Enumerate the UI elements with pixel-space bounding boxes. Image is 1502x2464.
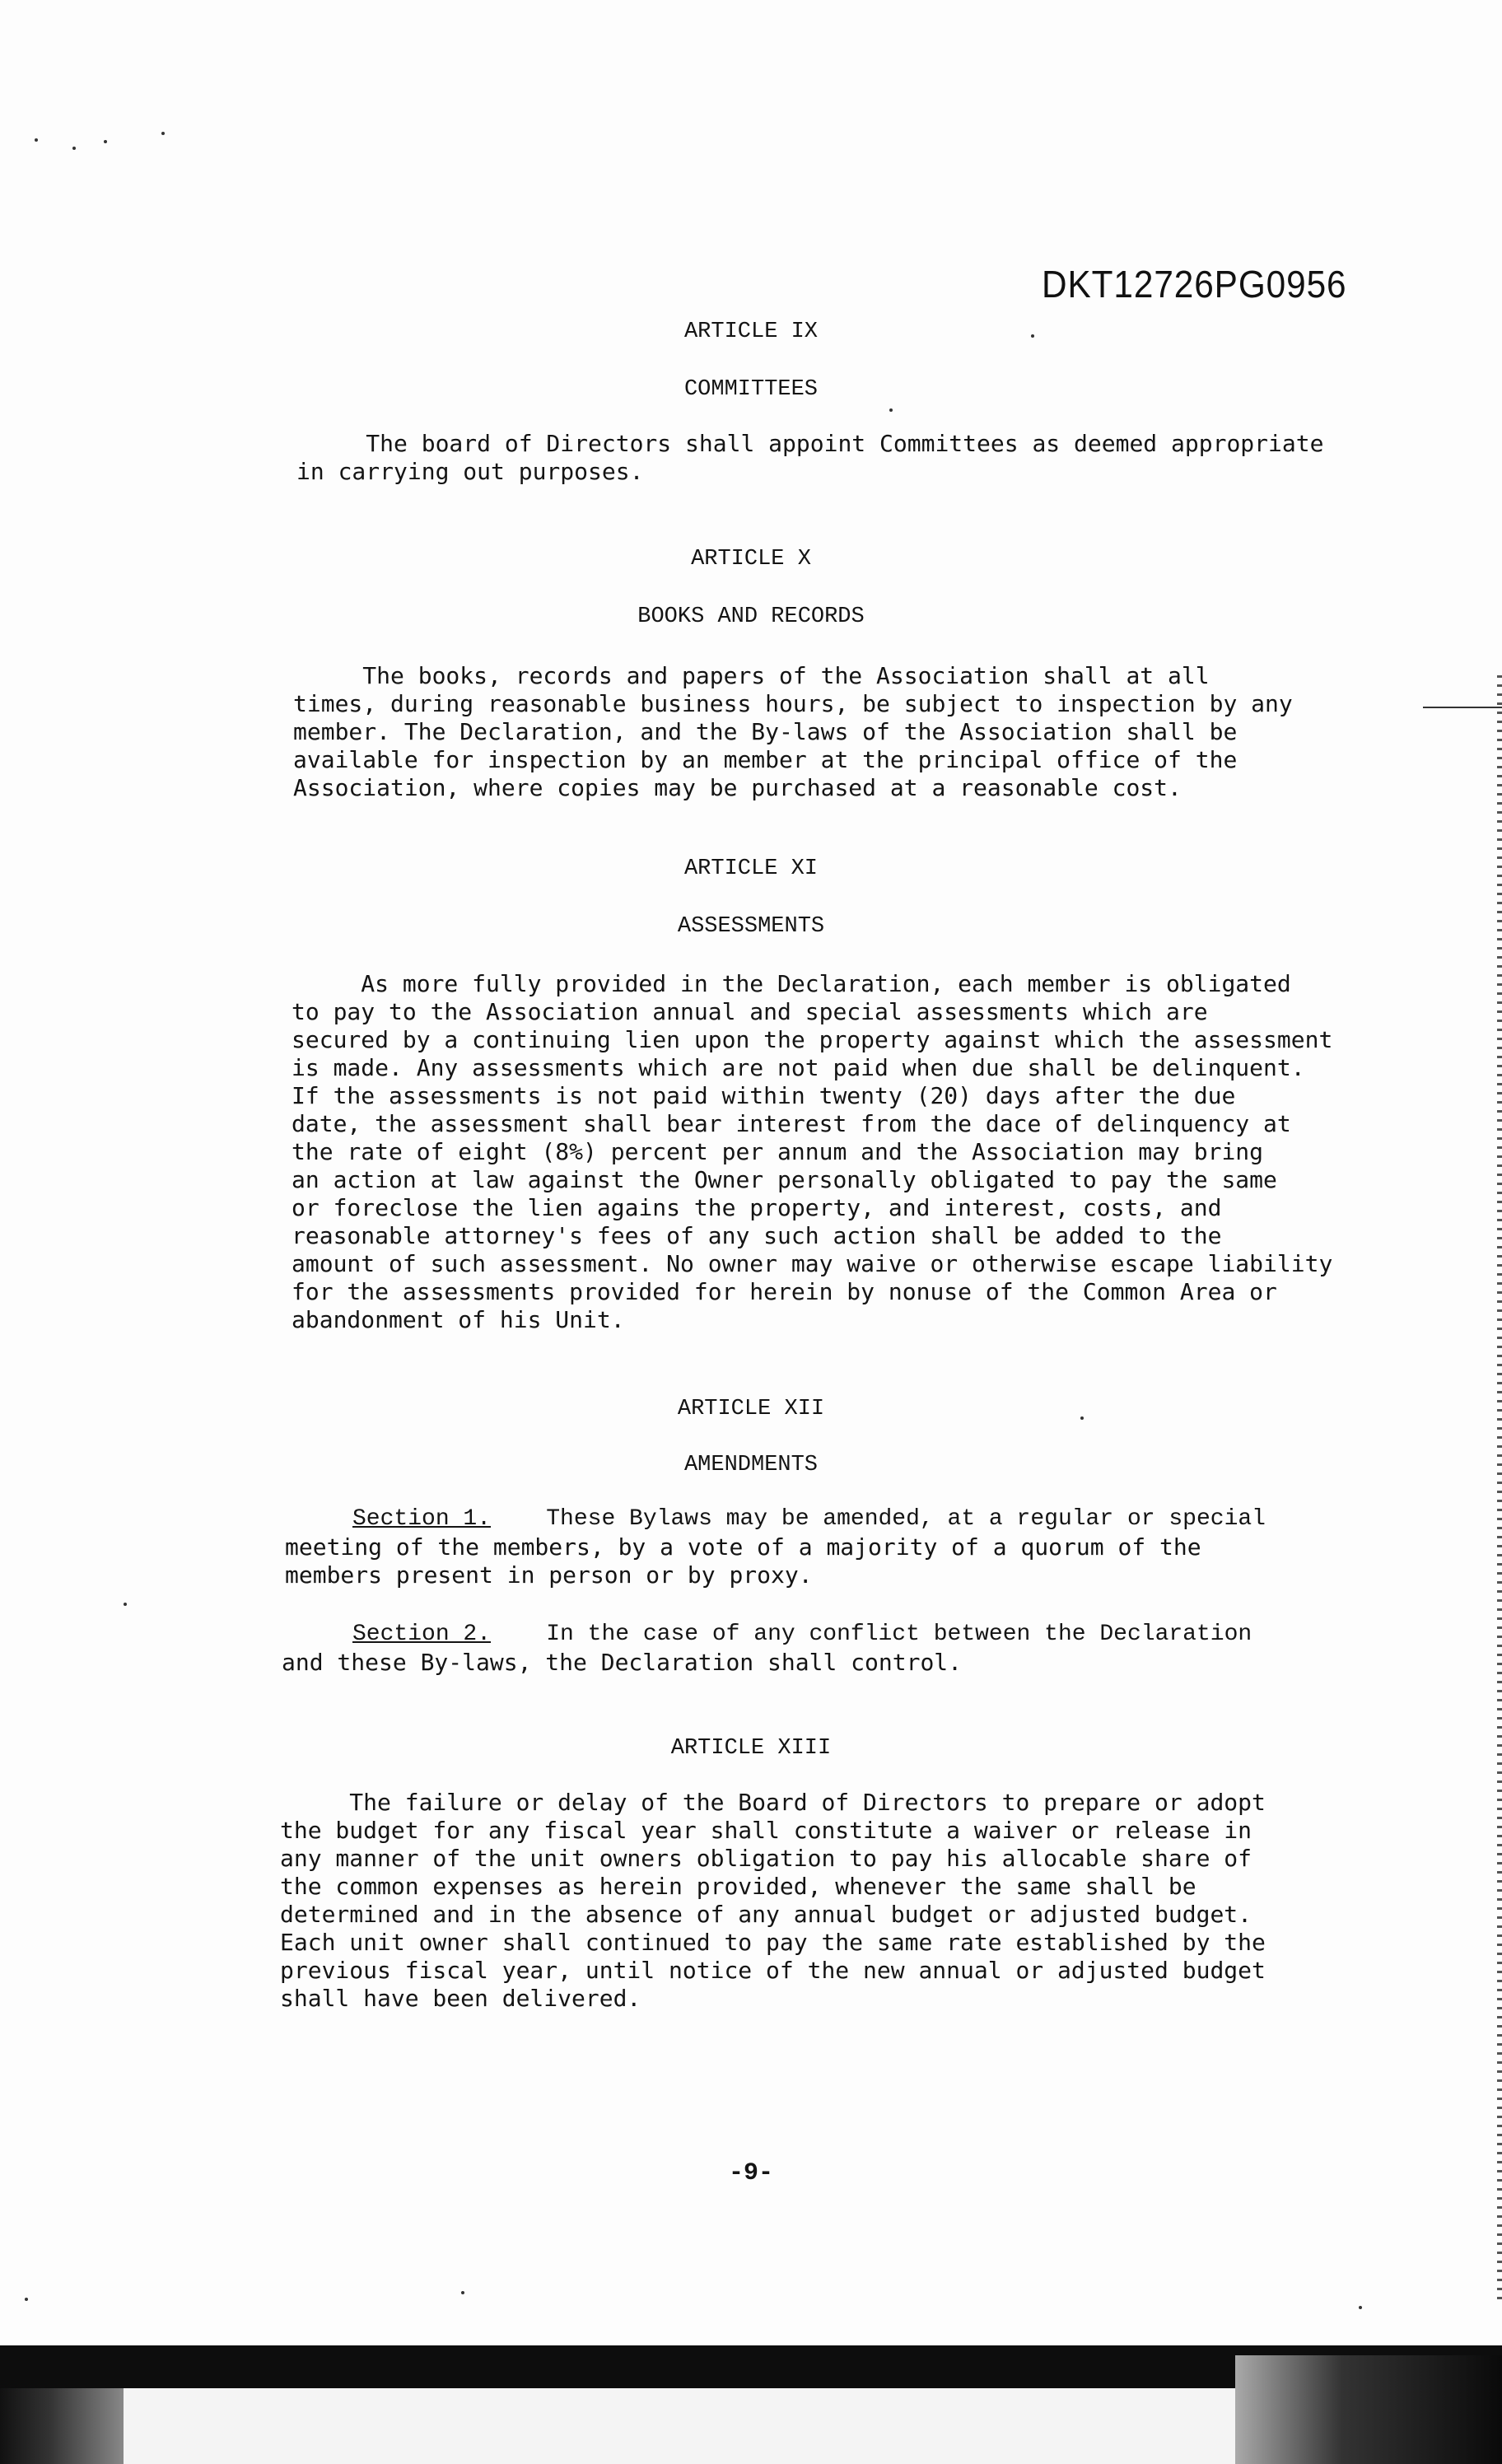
scan-speck — [104, 140, 107, 143]
article-x-subtitle: BOOKS AND RECORDS — [637, 604, 865, 629]
scan-corner-left — [0, 2388, 124, 2464]
scan-speck — [35, 138, 38, 142]
scan-speck — [25, 2298, 28, 2301]
section-1-label: Section 1. — [352, 1506, 492, 1532]
section-1-first-line: These Bylaws may be amended, at a regular or special — [491, 1506, 1266, 1532]
section-2-body: and these By-laws, the Declaration shall control. — [282, 1649, 963, 1676]
scan-speck — [889, 408, 893, 412]
section-1-line — [352, 1505, 1266, 1533]
article-x-body: The books, records and papers of the Association shall at all times, during reasonable business hours, be subject to inspection by any member. The Declaration, and the By-laws of the Association shall be available for inspection by an member at the principal office of the Association, where copies may be purchased at a reasonable cost. — [293, 662, 1293, 801]
scan-speck — [461, 2291, 464, 2294]
scan-speck — [1031, 334, 1034, 338]
article-xi-body: As more fully provided in the Declaration, each member is obligated to pay to the Association annual and special assessments which are secured by a continuing lien upon the property against which the assessment is made. Any assessments which are not paid when due shall be delinquent. If the assessments is not paid within twenty (20) days after the due date, the assessment shall bear interest from the dace of delinquency at the rate of eight (8%) percent per annum and the Association may bring an action at law against the Owner personally obligated to pay the same or foreclose the lien agains the property, and interest, costs, and reasonable attorney's fees of any such action shall be added to the amount of such assessment. No owner may waive or otherwise escape liability for the assessments provided for herein by nonuse of the Common Area or abandonment of his Unit. — [292, 970, 1333, 1333]
section-2-first-line: In the case of any conflict between the Declaration — [491, 1622, 1252, 1647]
scan-edge-right — [1497, 675, 1502, 2306]
scan-bottom-strip — [124, 2388, 1235, 2464]
article-xi-subtitle: ASSESSMENTS — [677, 914, 825, 939]
article-ix-title: ARTICLE IX — [683, 320, 819, 344]
article-ix-body: The board of Directors shall appoint Committees as deemed appropriate in carrying out purposes. — [296, 430, 1324, 485]
article-ix-subtitle: COMMITTEES — [683, 377, 819, 402]
scan-speck — [124, 1603, 127, 1606]
article-xiii-title: ARTICLE XIII — [670, 1736, 832, 1761]
scan-edge-line — [1423, 707, 1502, 708]
article-xi-title: ARTICLE XI — [683, 856, 819, 881]
article-xiii-body: The failure or delay of the Board of Directors to prepare or adopt the budget for any fiscal year shall constitute a waiver or release in any manner of the unit owners obligation to pay his allocable share of the common expenses as herein provided, whenever the same shall be determined and in the absence of any annual budget or adjusted budget. Each unit owner shall continued to pay the same rate established by the previous fiscal year, until notice of the new annual or adjusted budget shall have been delivered. — [280, 1789, 1266, 2012]
scan-speck — [72, 147, 76, 150]
scan-speck — [1359, 2306, 1362, 2309]
docket-stamp: DKT12726PG0956 — [1042, 263, 1347, 306]
page-number: -9- — [728, 2159, 773, 2187]
article-xii-subtitle: AMENDMENTS — [683, 1453, 819, 1477]
section-2-line — [352, 1621, 1252, 1649]
section-2-label: Section 2. — [352, 1622, 492, 1647]
article-x-title: ARTICLE X — [691, 547, 811, 572]
scan-speck — [161, 132, 165, 135]
article-xii-title: ARTICLE XII — [677, 1397, 825, 1421]
scan-speck — [1080, 1416, 1084, 1420]
section-1-body: meeting of the members, by a vote of a majority of a quorum of the members present in person or by proxy. — [285, 1533, 1201, 1589]
scan-corner-right — [1235, 2355, 1502, 2464]
